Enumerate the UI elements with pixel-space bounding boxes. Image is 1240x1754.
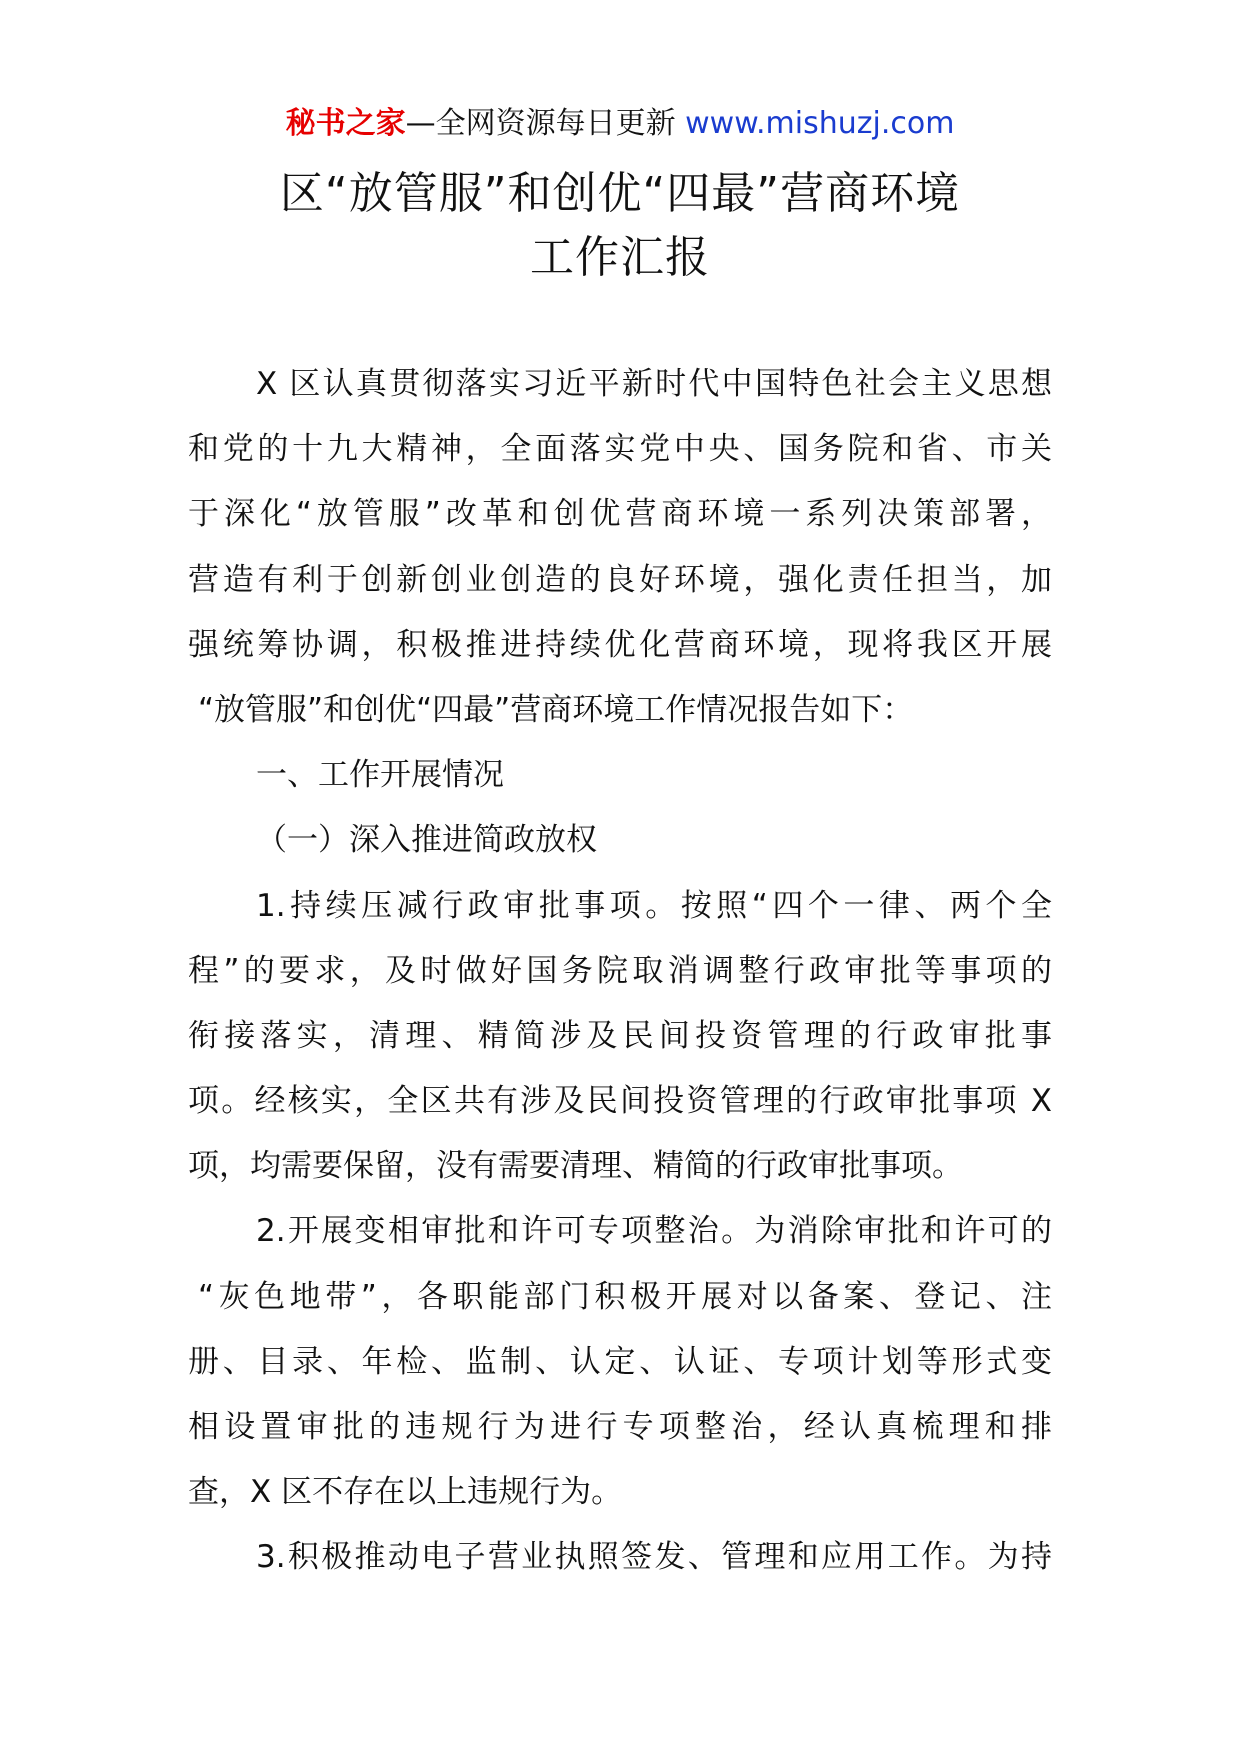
section-heading: 一、工作开展情况 [256, 757, 504, 794]
paragraph-line: 1.持续压减行政审批事项。按照“四个一律、两个全 [256, 887, 1052, 924]
brand-name: 秘书之家 [285, 106, 406, 141]
paragraph-line: 项，均需要保留，没有需要清理、精简的行政审批事项。 [188, 1148, 963, 1185]
document-title-line-2: 工作汇报 [530, 232, 710, 283]
paragraph-line: 册、目录、年检、监制、认定、认证、专项计划等形式变 [188, 1343, 1052, 1380]
paragraph-line: “灰色地带”，各职能部门积极开展对以备案、登记、注 [198, 1278, 1052, 1315]
paragraph-line: “放管服”和创优“四最”营商环境工作情况报告如下： [198, 691, 914, 728]
paragraph-line: 查，X 区不存在以上违规行为。 [188, 1474, 623, 1511]
paragraph-line: 强统筹协调，积极推进持续优化营商环境，现将我区开展 [188, 626, 1052, 663]
header-slogan: —全网资源每日更新 [405, 106, 676, 141]
site-url[interactable]: www.mishuzj.com [685, 106, 955, 141]
subsection-heading: （一）深入推进简政放权 [256, 822, 597, 859]
paragraph-line: 项。经核实，全区共有涉及民间投资管理的行政审批事项 X [188, 1083, 1052, 1120]
paragraph-line: 2.开展变相审批和许可专项整治。为消除审批和许可的 [256, 1213, 1052, 1250]
paragraph-line: 3.积极推动电子营业执照签发、管理和应用工作。为持 [256, 1539, 1052, 1576]
document-title-line-1: 区“放管服”和创优“四最”营商环境 [279, 168, 961, 219]
paragraph-line: 于深化“放管服”改革和创优营商环境一系列决策部署， [188, 496, 1052, 533]
watermark-header [0, 104, 1240, 144]
paragraph-line: 和党的十九大精神，全面落实党中央、国务院和省、市关 [188, 431, 1052, 468]
paragraph-line: 衔接落实，清理、精简涉及民间投资管理的行政审批事 [188, 1017, 1052, 1054]
paragraph-line: 程”的要求，及时做好国务院取消调整行政审批等事项的 [188, 952, 1052, 989]
paragraph-line: 相设置审批的违规行为进行专项整治，经认真梳理和排 [188, 1409, 1052, 1445]
paragraph-line: 营造有利于创新创业创造的良好环境，强化责任担当，加 [188, 561, 1052, 598]
document-body [188, 352, 1052, 1591]
paragraph-line: X 区认真贯彻落实习近平新时代中国特色社会主义思想 [256, 366, 1052, 402]
